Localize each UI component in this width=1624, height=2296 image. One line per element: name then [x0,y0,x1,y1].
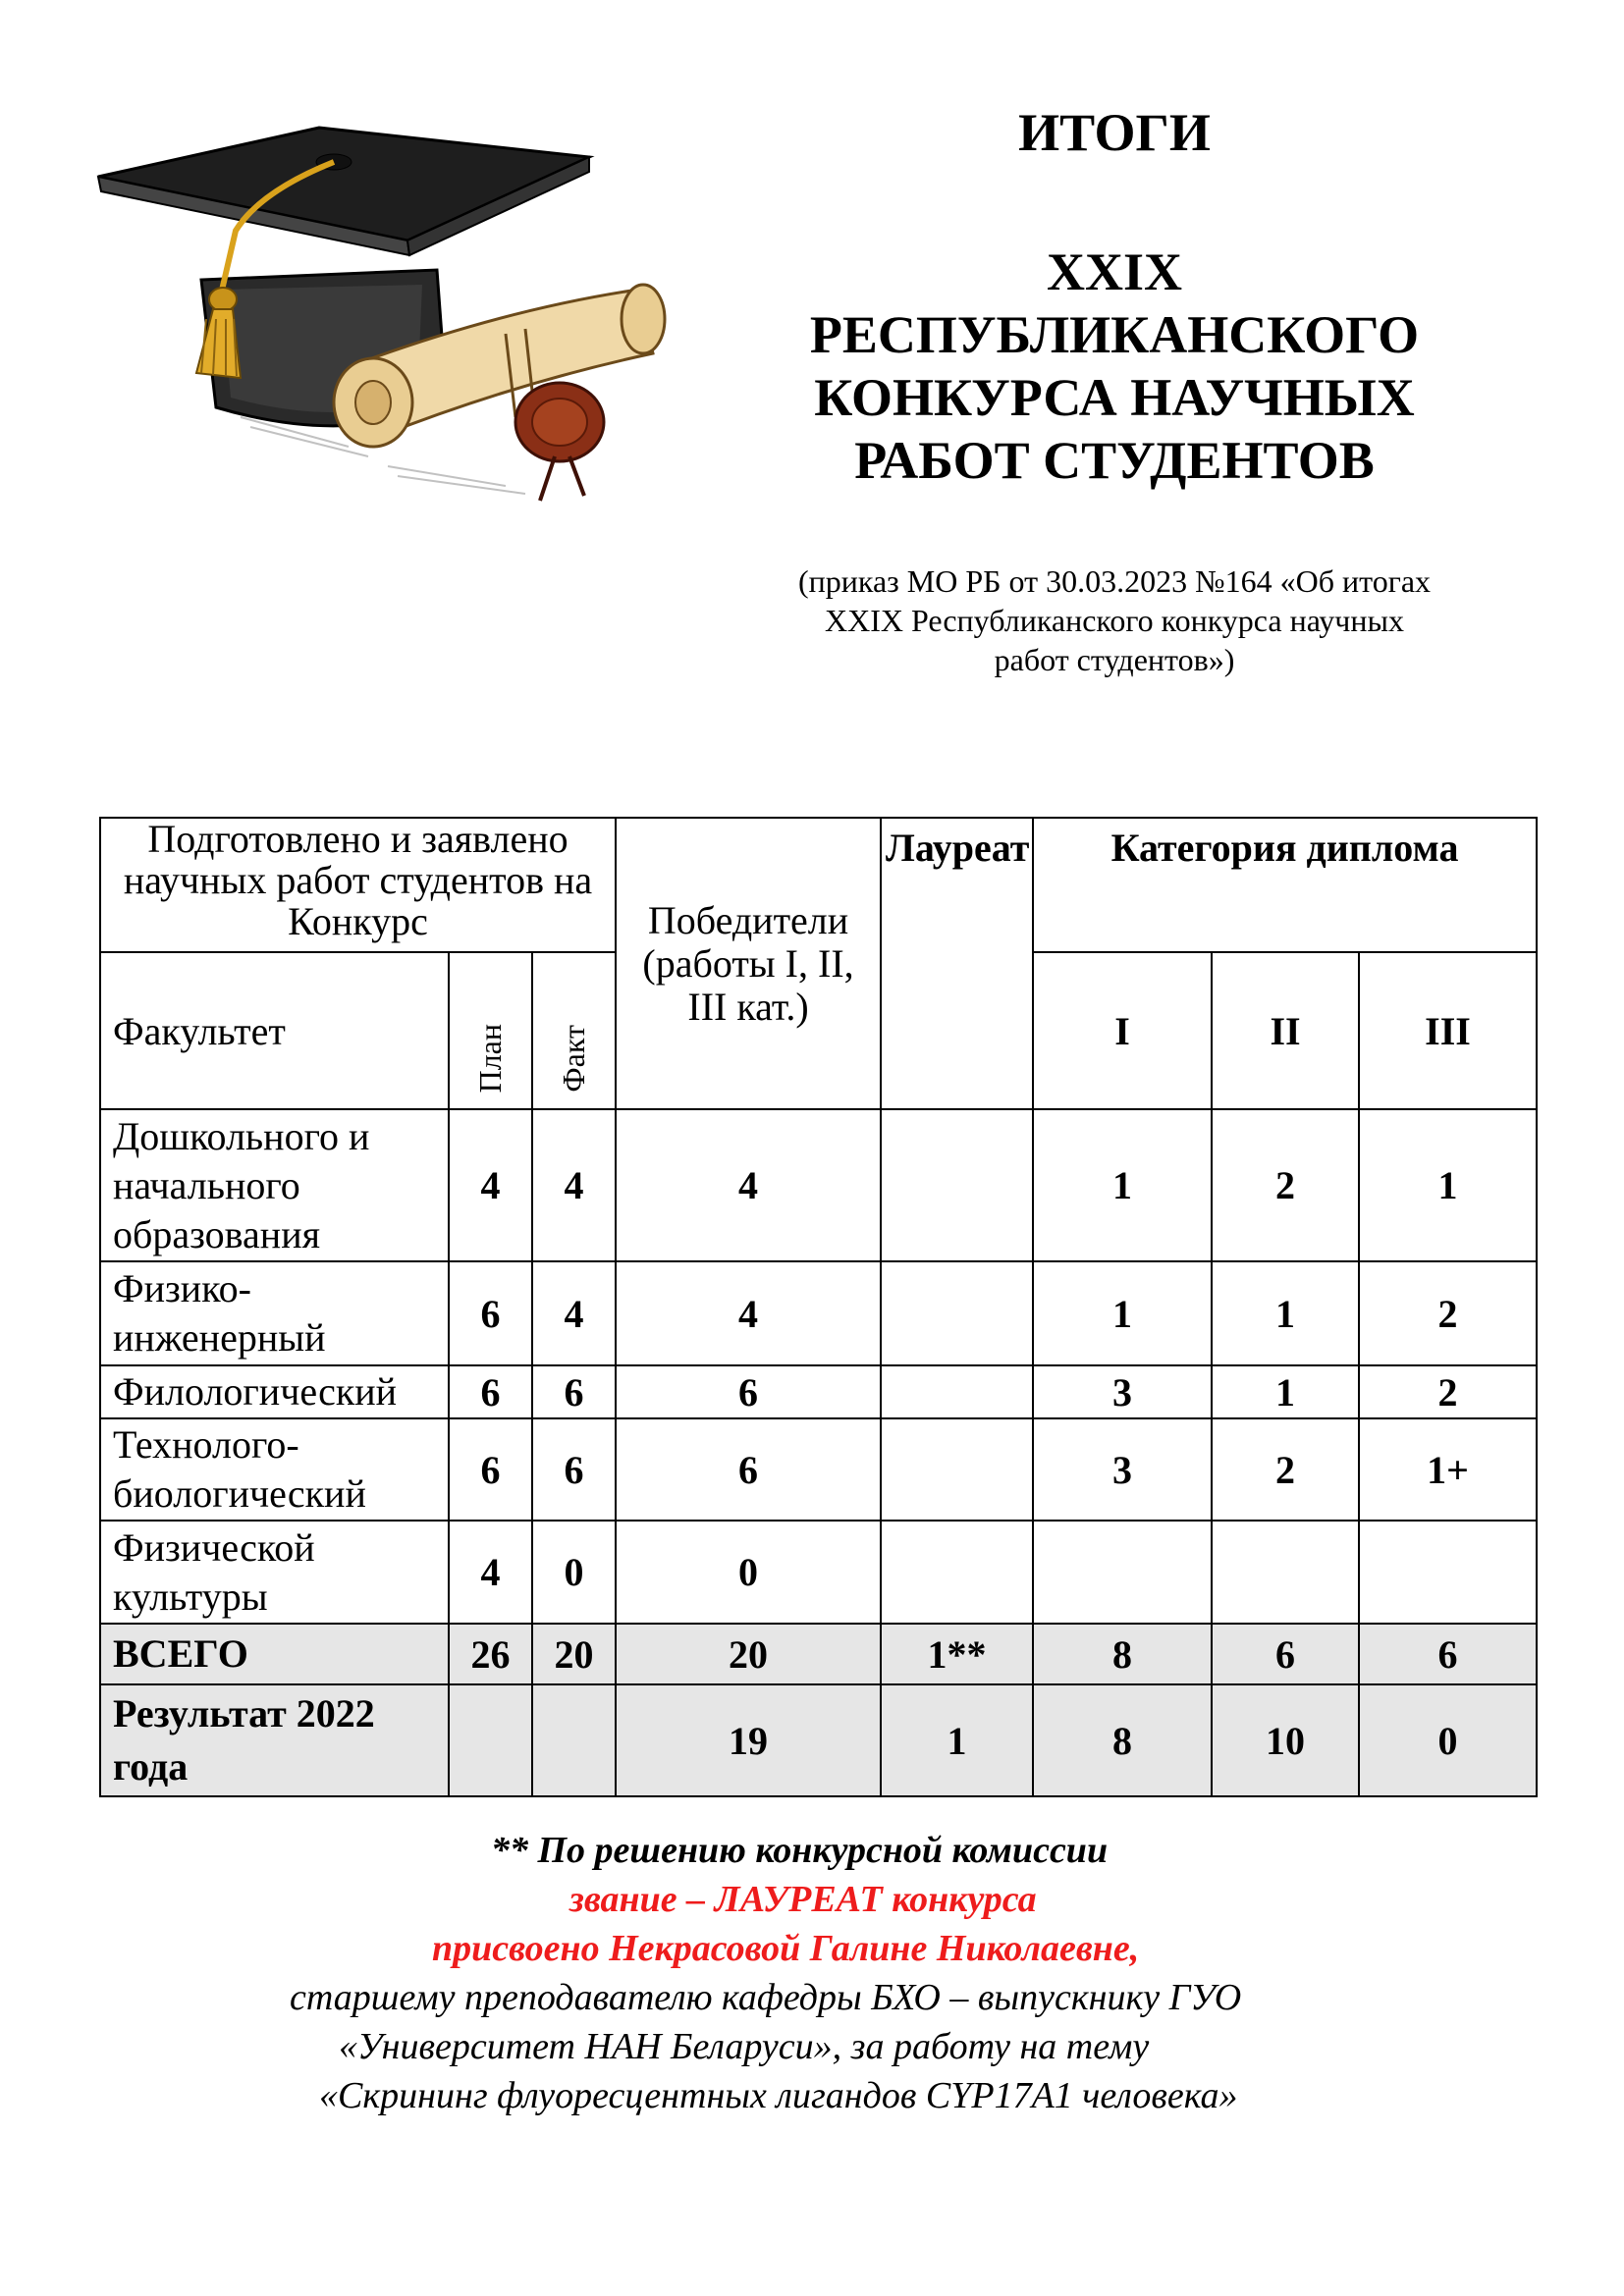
winners-value: 0 [616,1521,881,1624]
winners-value: 6 [616,1365,881,1418]
fact-value: 4 [532,1109,616,1261]
table-row [100,1521,1537,1624]
result-2022-row [100,1684,1537,1796]
cat3-value: 2 [1359,1365,1537,1418]
header-fact: Факт [556,1025,592,1093]
title-line: РЕСПУБЛИКАНСКОГО [809,305,1420,364]
header-cat-2: II [1212,952,1359,1109]
header-fact-cell [532,952,616,1109]
total-plan: 26 [449,1624,532,1684]
note-line-highlight: звание – ЛАУРЕАТ конкурса [569,1879,1037,1920]
result-plan [449,1684,532,1796]
total-cat2: 6 [1212,1624,1359,1684]
laureate-value [881,1109,1033,1261]
faculty-name: Физической культуры [100,1521,449,1624]
title-line: XXIX [1046,242,1182,301]
total-laureate: 1** [881,1624,1033,1684]
total-winners: 20 [616,1624,881,1684]
result-cat3: 0 [1359,1684,1537,1796]
cat2-value: 1 [1212,1365,1359,1418]
results-table [99,817,1538,1797]
result-laureate: 1 [881,1684,1033,1796]
graduation-cap-scroll-illustration [93,123,682,506]
table-row [100,1365,1537,1418]
faculty-name: Филологический [100,1365,449,1418]
fact-value: 6 [532,1365,616,1418]
table-row [100,1109,1537,1261]
laureate-value [881,1261,1033,1365]
fact-value: 6 [532,1418,616,1521]
title-line: КОНКУРСА НАУЧНЫХ [814,368,1415,427]
title-line: РАБОТ СТУДЕНТОВ [854,431,1375,490]
laureate-note [226,1826,1404,2120]
result-fact [532,1684,616,1796]
cat2-value [1212,1521,1359,1624]
cat3-value: 2 [1359,1261,1537,1365]
result-cat2: 10 [1212,1684,1359,1796]
winners-value: 4 [616,1261,881,1365]
laureate-value [881,1365,1033,1418]
title-main: ИТОГИ [1018,103,1211,162]
cat2-value: 1 [1212,1261,1359,1365]
title-block [707,103,1522,492]
cat1-value [1033,1521,1212,1624]
order-line: XXIX Республиканского конкурса научных [824,603,1405,638]
total-cat1: 8 [1033,1624,1212,1684]
cat1-value: 1 [1033,1109,1212,1261]
laureate-value [881,1418,1033,1521]
note-line-highlight: присвоено Некрасовой Галине Николаевне, [432,1928,1140,1969]
order-reference [702,561,1527,679]
fact-value: 0 [532,1521,616,1624]
header-faculty: Факультет [100,952,449,1109]
faculty-name: Физико-инженерный [100,1261,449,1365]
note-line: ** По решению конкурсной комиссии [491,1830,1109,1871]
table-row [100,1261,1537,1365]
plan-value: 6 [449,1261,532,1365]
winners-value: 6 [616,1418,881,1521]
plan-value: 6 [449,1365,532,1418]
order-line: (приказ МО РБ от 30.03.2023 №164 «Об итогах [797,563,1432,599]
table-header-row [100,818,1537,952]
cat3-value: 1 [1359,1109,1537,1261]
result-cat1: 8 [1033,1684,1212,1796]
cat2-value: 2 [1212,1418,1359,1521]
cat1-value: 1 [1033,1261,1212,1365]
fact-value: 4 [532,1261,616,1365]
cat1-value: 3 [1033,1365,1212,1418]
laureate-value [881,1521,1033,1624]
plan-value: 6 [449,1418,532,1521]
header-cat-1: I [1033,952,1212,1109]
header-prepared: Подготовлено и заявлено научных работ студентов на Конкурс [100,818,616,952]
title-sub [707,240,1522,492]
header-diploma-category: Категория диплома [1033,818,1537,952]
note-line: «Скрининг флуоресцентных лигандов CYP17A1 человека» [319,2075,1238,2116]
header-plan-cell [449,952,532,1109]
cat1-value: 3 [1033,1418,1212,1521]
winners-value: 4 [616,1109,881,1261]
header-winners: Победители (работы I, II, III кат.) [616,818,881,1109]
order-line: работ студентов») [994,642,1235,677]
note-line: «Университет НАН Беларуси», за работу на тему [339,2026,1150,2067]
header-laureate: Лауреат [881,818,1033,1109]
total-fact: 20 [532,1624,616,1684]
cat2-value: 2 [1212,1109,1359,1261]
result-2022-label: Результат 2022 года [100,1684,449,1796]
total-cat3: 6 [1359,1624,1537,1684]
header-plan: План [472,1023,508,1093]
cat3-value: 1+ [1359,1418,1537,1521]
plan-value: 4 [449,1521,532,1624]
plan-value: 4 [449,1109,532,1261]
note-line: старшему преподавателю кафедры БХО – выпускнику ГУО [290,1977,1242,2018]
total-label: ВСЕГО [100,1624,449,1684]
header-cat-3: III [1359,952,1537,1109]
result-winners: 19 [616,1684,881,1796]
faculty-name: Технолого-биологический [100,1418,449,1521]
faculty-name: Дошкольного и начального образования [100,1109,449,1261]
total-row [100,1624,1537,1684]
table-row [100,1418,1537,1521]
cat3-value [1359,1521,1537,1624]
